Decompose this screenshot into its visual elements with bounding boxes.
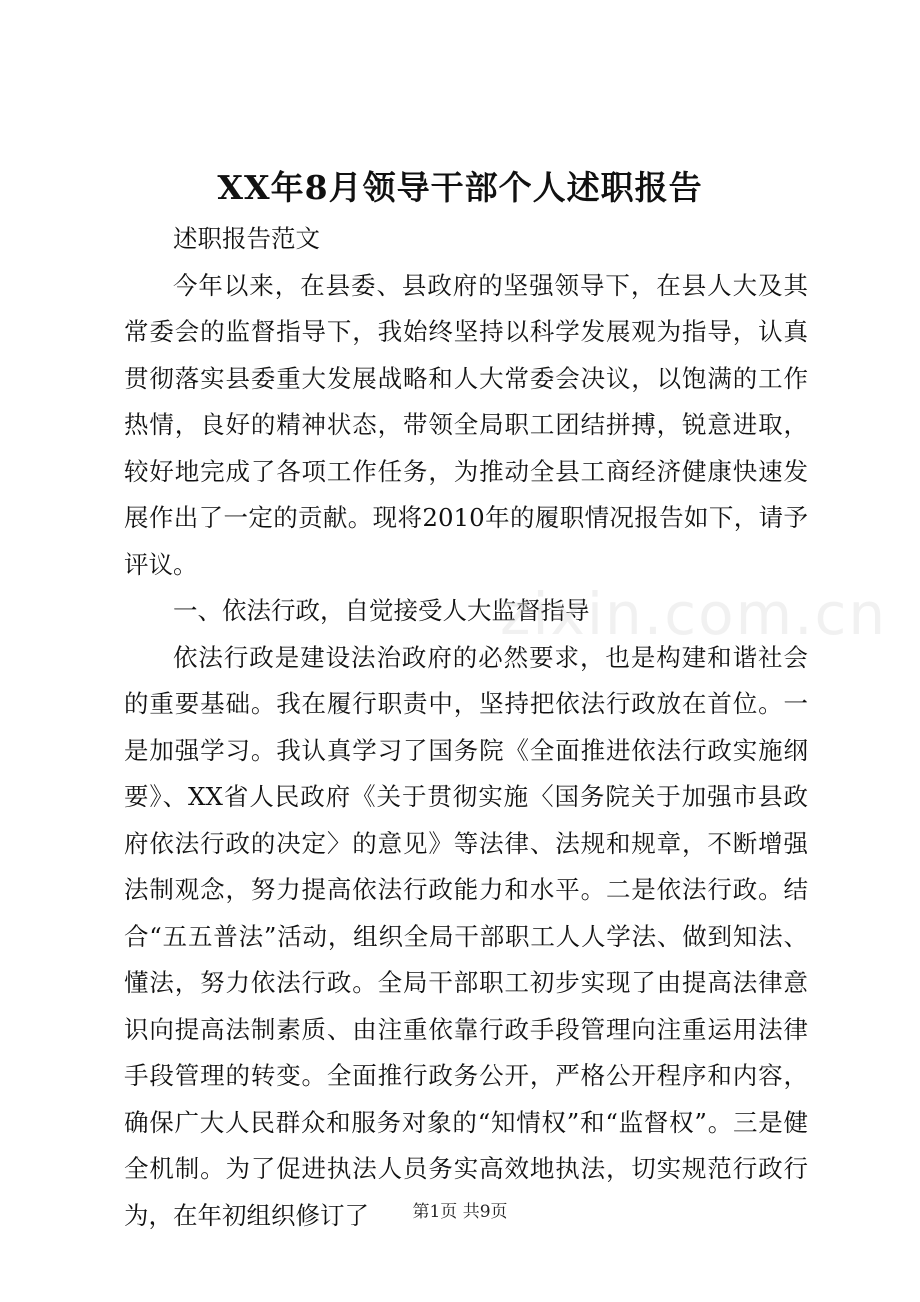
watermark: zixin.com.cn bbox=[500, 580, 888, 648]
page-footer: 第1页 共9页 bbox=[412, 1202, 508, 1222]
document-title: XX年8月领导干部个人述职报告 bbox=[217, 168, 703, 207]
paragraph-intro: 今年以来，在县委、县政府的坚强领导下，在县人大及其常委会的监督指导下，我始终坚持以科学发展观为指导，认真贯彻落实县委重大发展战略和人大常委会决议，以饱满的工作热情，良好的精神状态，带领全局职工团结拼搏，锐意进取，较好地完成了各项工作任务，为推动全县工商经济健康快速发展作出了一定的贡献。现将2010年的履职情况报告如下，请予评议。 bbox=[124, 270, 808, 579]
section-heading-1: 一、依法行政，自觉接受人大监督指导 bbox=[173, 596, 590, 625]
paragraph-subtitle: 述职报告范文 bbox=[173, 224, 320, 253]
paragraph-section-1: 依法行政是建设法治政府的必然要求，也是构建和谐社会的重要基础。我在履行职责中，坚持把依法行政放在首位。一是加强学习。我认真学习了国务院《全面推进依法行政实施纲要》、XX省人民政府《关于贯彻实施〈国务院关于加强市县政府依法行政的决定〉的意见》等法律、法规和规章，不断增强法制观念，努力提高依法行政能力和水平。二是依法行政。结合“五五普法”活动，组织全局干部职工人人学法、做到知法、懂法，努力依法行政。全局干部职工初步实现了由提高法律意识向提高法制素质、由注重依靠行政手段管理向注重运用法律手段管理的转变。全面推行政务公开，严格公开程序和内容，确保广大人民群众和服务对象的“知情权”和“监督权”。三是健全机制。为了促进执法人员务实高效地执法，切实规范行政行为，在年初组织修订了 bbox=[124, 642, 808, 1230]
document-body bbox=[124, 216, 808, 1239]
